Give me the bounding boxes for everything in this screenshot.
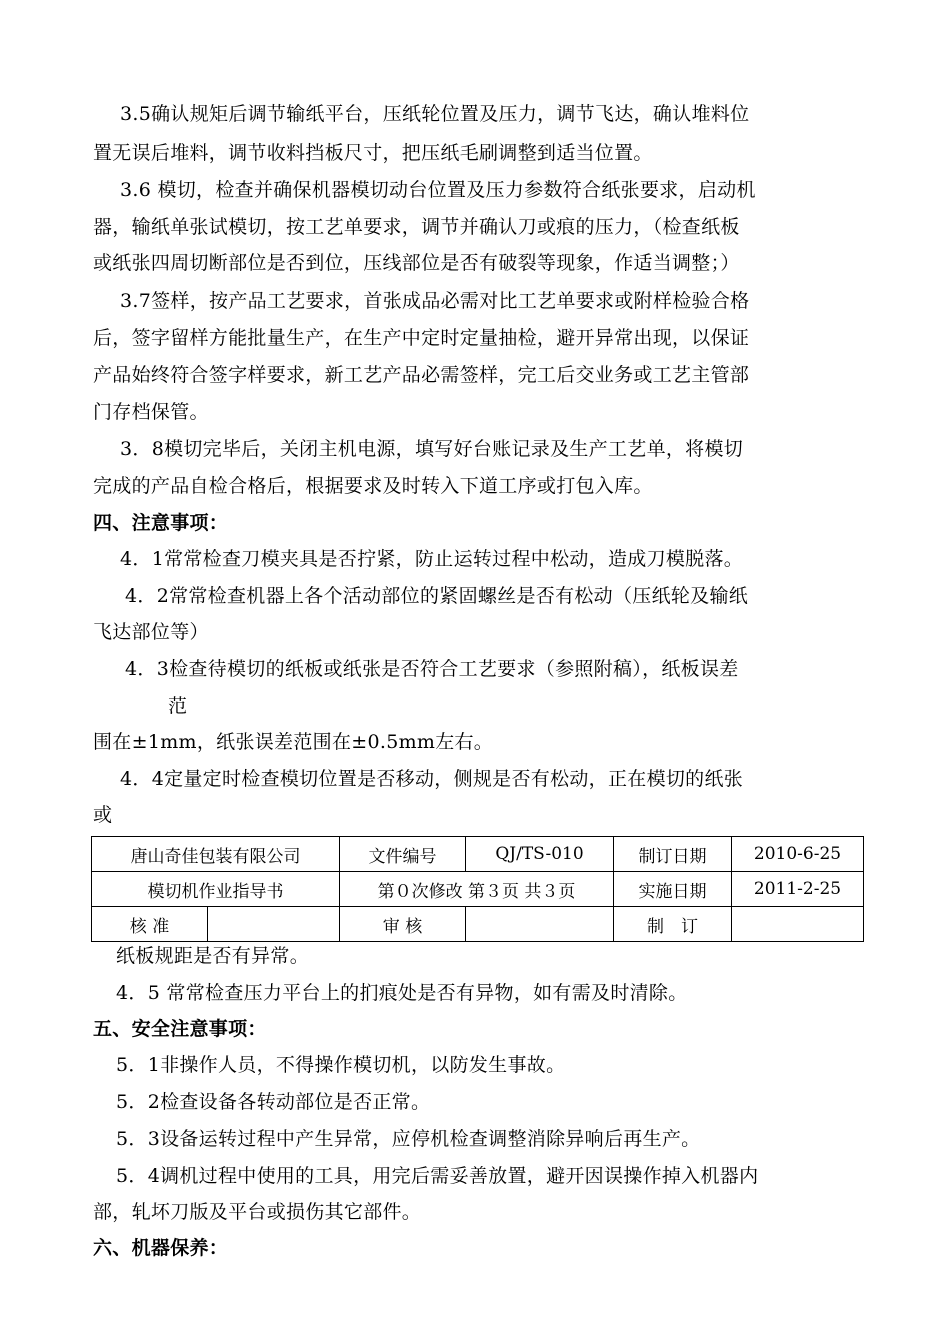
para-4-5: 4．5 常常检查压力平台上的扪痕处是否有异物，如有需及时清除。: [116, 982, 688, 1004]
table-row: [92, 872, 864, 907]
para-4-2-line-2: 飞达部位等）: [93, 621, 209, 643]
document-info-table: [91, 836, 864, 942]
file-no-value: QJ/TS-010: [466, 837, 614, 872]
review-label: 审 核: [340, 907, 466, 942]
review-value: [466, 907, 614, 942]
table-row: [92, 837, 864, 872]
effective-date-label: 实施日期: [614, 872, 732, 907]
draft-value: [732, 907, 864, 942]
para-4-4-line-3: 纸板规距是否有异常。: [116, 945, 310, 967]
table-row: [92, 907, 864, 942]
para-5-4-line-2: 部，轧坏刀版及平台或损伤其它部件。: [93, 1201, 422, 1223]
para-5-2: 5．2检查设备各转动部位是否正常。: [116, 1091, 431, 1113]
approve-label: 核 准: [92, 907, 208, 942]
para-3-7-line-1: 3.7签样，按产品工艺要求，首张成品必需对比工艺单要求或附样检验合格: [120, 290, 750, 312]
para-4-4-line-1: 4．4定量定时检查模切位置是否移动，侧规是否有松动，正在模切的纸张: [120, 768, 744, 790]
para-3-5-line-2: 置无误后堆料，调节收料挡板尺寸，把压纸毛刷调整到适当位置。: [93, 142, 653, 164]
effective-date-value: 2011-2-25: [732, 872, 864, 907]
para-4-3-line-2: 范: [168, 695, 188, 717]
file-no-label: 文件编号: [340, 837, 466, 872]
para-5-4-line-1: 5．4调机过程中使用的工具，用完后需妥善放置，避开因误操作掉入机器内: [116, 1165, 759, 1187]
para-3-6-line-1: 3.6 模切，检查并确保机器模切动台位置及压力参数符合纸张要求，启动机: [120, 179, 756, 201]
para-5-1: 5．1非操作人员，不得操作模切机，以防发生事故。: [116, 1054, 566, 1076]
para-3-5-line-1: 3.5确认规矩后调节输纸平台，压纸轮位置及压力，调节飞达，确认堆料位: [120, 103, 750, 125]
para-3-8-line-1: 3．8模切完毕后，关闭主机电源，填写好台账记录及生产工艺单，将模切: [120, 438, 744, 460]
para-5-3: 5．3设备运转过程中产生异常，应停机检查调整消除异响后再生产。: [116, 1128, 701, 1150]
made-date-value: 2010-6-25: [732, 837, 864, 872]
document-title: 模切机作业指导书: [92, 872, 340, 907]
revision-info: 第０次修改 第３页 共３页: [340, 872, 614, 907]
approve-value: [208, 907, 340, 942]
para-3-8-line-2: 完成的产品自检合格后，根据要求及时转入下道工序或打包入库。: [93, 475, 653, 497]
section-heading-5: 五、安全注意事项：: [93, 1018, 267, 1040]
para-4-4-line-2: 或: [93, 804, 113, 826]
made-date-label: 制订日期: [614, 837, 732, 872]
company-name: 唐山奇佳包装有限公司: [92, 837, 340, 872]
para-3-7-line-3: 产品始终符合签字样要求，新工艺产品必需签样，完工后交业务或工艺主管部: [93, 364, 750, 386]
section-heading-6: 六、机器保养：: [93, 1237, 229, 1259]
para-3-6-line-2: 器，输纸单张试模切，按工艺单要求，调节并确认刀或痕的压力，（检查纸板: [93, 216, 740, 238]
para-4-3-line-1: 4．3检查待模切的纸板或纸张是否符合工艺要求（参照附稿），纸板误差: [125, 658, 739, 680]
para-4-1: 4．1常常检查刀模夹具是否拧紧，防止运转过程中松动，造成刀模脱落。: [120, 548, 744, 570]
draft-label: 制 订: [614, 907, 732, 942]
para-4-2-line-1: 4．2常常检查机器上各个活动部位的紧固螺丝是否有松动（压纸轮及输纸: [125, 585, 749, 607]
para-3-7-line-2: 后，签字留样方能批量生产，在生产中定时定量抽检，避开异常出现，以保证: [93, 327, 750, 349]
para-4-3-line-3: 围在±1mm，纸张误差范围在±0.5mm左右。: [93, 731, 494, 753]
para-3-6-line-3: 或纸张四周切断部位是否到位，压线部位是否有破裂等现象，作适当调整；）: [93, 252, 740, 274]
section-heading-4: 四、注意事项：: [93, 512, 229, 534]
para-3-7-line-4: 门存档保管。: [93, 401, 209, 423]
